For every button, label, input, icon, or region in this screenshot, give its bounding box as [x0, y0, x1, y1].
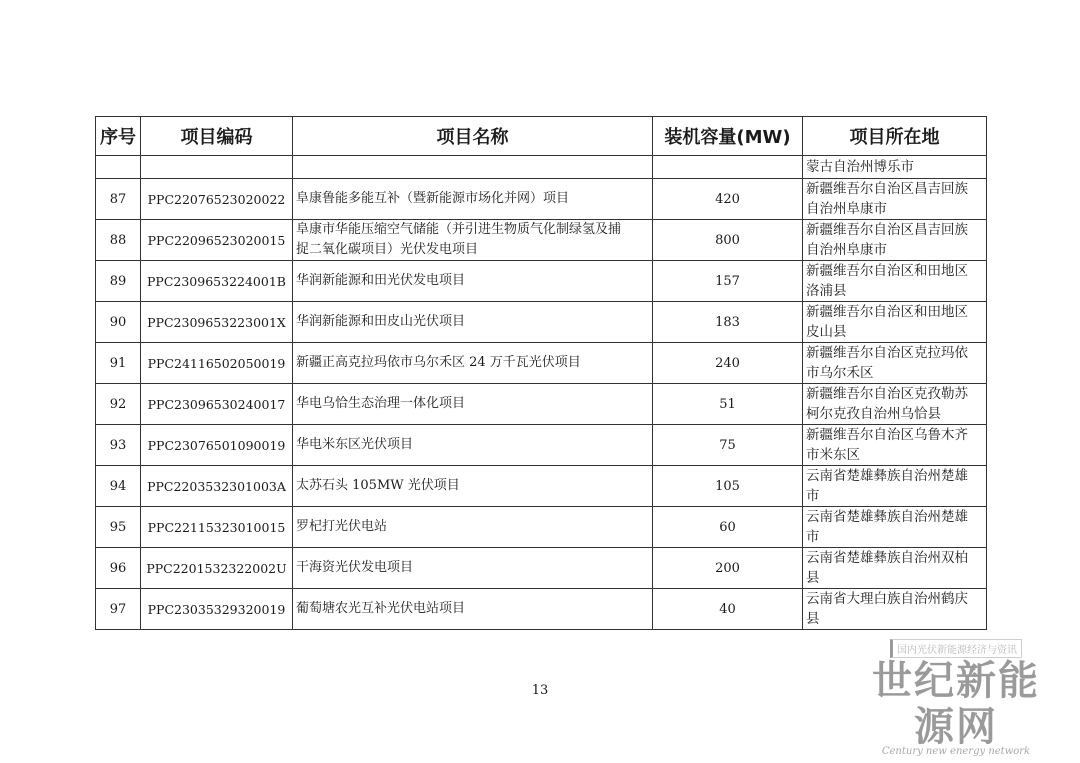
- header-capacity: 装机容量(MW): [653, 117, 803, 156]
- cell-name: 阜康鲁能多能互补（暨新能源市场化并网）项目: [293, 179, 653, 220]
- cell-capacity: 800: [653, 220, 803, 261]
- header-name: 项目名称: [293, 117, 653, 156]
- cell-code: PPC22115323010015: [141, 507, 293, 548]
- continuation-row: [96, 156, 987, 179]
- cell-code: PPC23096530240017: [141, 384, 293, 425]
- cell-capacity: 183: [653, 302, 803, 343]
- header-code: 项目编码: [141, 117, 293, 156]
- cell-code: PPC2309653223001X: [141, 302, 293, 343]
- watermark-tagline: 国内光伏新能源经济与资讯: [890, 639, 1022, 658]
- project-table: [95, 116, 987, 630]
- cell-name: 华润新能源和田皮山光伏项目: [293, 302, 653, 343]
- cell-capacity: 40: [653, 589, 803, 630]
- cell-name: 太苏石头 105MW 光伏项目: [293, 466, 653, 507]
- cell-seq: 89: [96, 261, 141, 302]
- cell-name: 新疆正高克拉玛依市乌尔禾区 24 万千瓦光伏项目: [293, 343, 653, 384]
- page-number: 13: [531, 683, 549, 698]
- cell-name: 葡萄塘农光互补光伏电站项目: [293, 589, 653, 630]
- cell-location: 新疆维吾尔自治区和田地区 皮山县: [803, 302, 987, 343]
- cell-name: 华电米东区光伏项目: [293, 425, 653, 466]
- cell-location: 云南省楚雄彝族自治州双柏 县: [803, 548, 987, 589]
- cell-location: 新疆维吾尔自治区和田地区 洛浦县: [803, 261, 987, 302]
- cell-seq: 94: [96, 466, 141, 507]
- cell-code: PPC2309653224001B: [141, 261, 293, 302]
- cell-name: 华电乌恰生态治理一体化项目: [293, 384, 653, 425]
- cell-code: PPC23076501090019: [141, 425, 293, 466]
- table-row: [96, 589, 987, 630]
- table-row: [96, 425, 987, 466]
- table-row: [96, 384, 987, 425]
- table-row: [96, 507, 987, 548]
- header-location: 项目所在地: [803, 117, 987, 156]
- cell-code: PPC24116502050019: [141, 343, 293, 384]
- cell-capacity: 157: [653, 261, 803, 302]
- cell-seq: 96: [96, 548, 141, 589]
- cell-location: 云南省楚雄彝族自治州楚雄 市: [803, 466, 987, 507]
- table-row: [96, 220, 987, 261]
- cell-name: 罗杞打光伏电站: [293, 507, 653, 548]
- cell-capacity: 75: [653, 425, 803, 466]
- cell-seq: 87: [96, 179, 141, 220]
- table-header-row: [96, 117, 987, 156]
- cell-name: 华润新能源和田光伏发电项目: [293, 261, 653, 302]
- header-seq: 序号: [96, 117, 141, 156]
- cell-capacity: 200: [653, 548, 803, 589]
- table-row: [96, 179, 987, 220]
- cell-code: PPC2203532301003A: [141, 466, 293, 507]
- watermark-subtitle: Century new energy network: [881, 746, 1031, 757]
- cell-capacity: 51: [653, 384, 803, 425]
- cell-seq: 93: [96, 425, 141, 466]
- cell-seq: 90: [96, 302, 141, 343]
- cell-location: 新疆维吾尔自治区昌吉回族 自治州阜康市: [803, 220, 987, 261]
- cell-code: PPC22076523020022: [141, 179, 293, 220]
- cell-seq: 95: [96, 507, 141, 548]
- cell-seq: 97: [96, 589, 141, 630]
- cell-capacity: 240: [653, 343, 803, 384]
- cell-capacity: 420: [653, 179, 803, 220]
- watermark-logo-text: 世纪新能源网: [872, 658, 1040, 750]
- table-row: [96, 261, 987, 302]
- cell-location: 新疆维吾尔自治区克孜勒苏 柯尔克孜自治州乌恰县: [803, 384, 987, 425]
- cell-code: PPC22096523020015: [141, 220, 293, 261]
- cell-location: 云南省楚雄彝族自治州楚雄 市: [803, 507, 987, 548]
- cell-name: 干海资光伏发电项目: [293, 548, 653, 589]
- table-row: [96, 466, 987, 507]
- cell-name: 阜康市华能压缩空气储能（并引进生物质气化制绿氢及捕 捉二氧化碳项目）光伏发电项目: [293, 220, 653, 261]
- table-row: [96, 548, 987, 589]
- cell-code: PPC2201532322002U: [141, 548, 293, 589]
- cell-code: PPC23035329320019: [141, 589, 293, 630]
- cell-capacity: 105: [653, 466, 803, 507]
- table-row: [96, 343, 987, 384]
- continuation-location: 蒙古自治州博乐市: [803, 156, 987, 179]
- cell-location: 新疆维吾尔自治区乌鲁木齐 市米东区: [803, 425, 987, 466]
- cell-location: 新疆维吾尔自治区昌吉回族 自治州阜康市: [803, 179, 987, 220]
- cell-capacity: 60: [653, 507, 803, 548]
- watermark: [856, 638, 1056, 757]
- cell-seq: 92: [96, 384, 141, 425]
- cell-location: 云南省大理白族自治州鹤庆 县: [803, 589, 987, 630]
- cell-seq: 88: [96, 220, 141, 261]
- cell-location: 新疆维吾尔自治区克拉玛依 市乌尔禾区: [803, 343, 987, 384]
- cell-seq: 91: [96, 343, 141, 384]
- table-row: [96, 302, 987, 343]
